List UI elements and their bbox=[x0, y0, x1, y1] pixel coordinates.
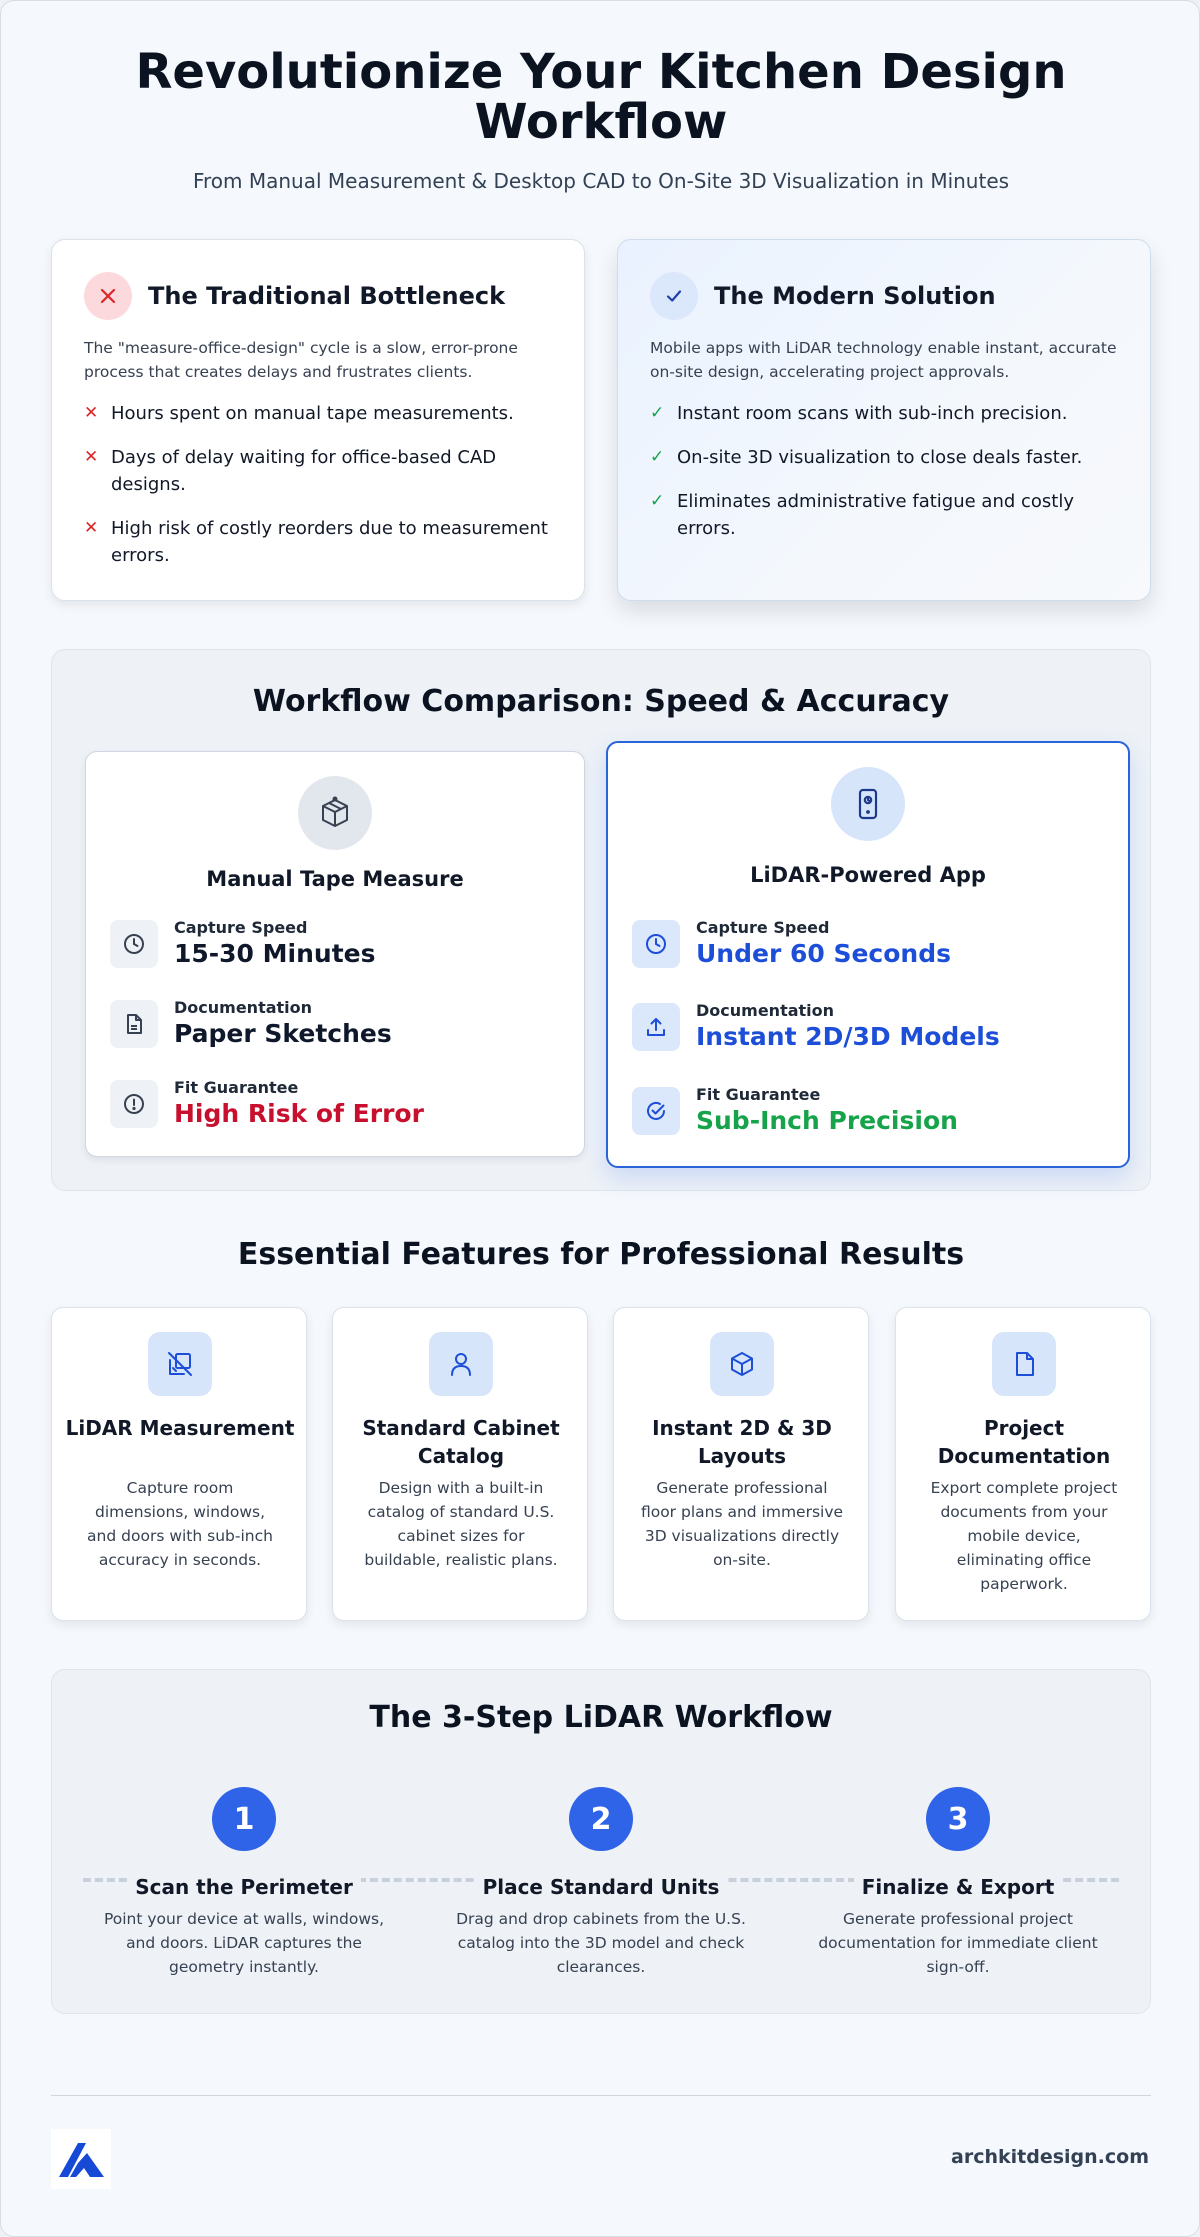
user-icon bbox=[429, 1332, 493, 1396]
comparison-panel bbox=[51, 649, 1151, 1191]
step-number: 3 bbox=[926, 1787, 990, 1851]
phone-scan-icon bbox=[831, 767, 905, 841]
step-description: Generate professional project documentation for immediate client sign-off. bbox=[818, 1910, 1098, 1976]
list-item: ✕ Hours spent on manual tape measurements. bbox=[84, 400, 559, 427]
manual-metric-fit: Fit Guarantee High Risk of Error bbox=[110, 1080, 424, 1128]
measure-icon bbox=[148, 1332, 212, 1396]
check-mark-icon: ✓ bbox=[650, 403, 665, 423]
list-item: ✓ Instant room scans with sub-inch precision. bbox=[650, 400, 1125, 427]
problem-description: The "measure-office-design" cycle is a slow, error-prone process that creates delays and frustrates clients. bbox=[84, 339, 518, 381]
box-icon bbox=[298, 776, 372, 850]
check-mark-icon: ✓ bbox=[650, 447, 665, 467]
problem-title: The Traditional Bottleneck bbox=[148, 282, 506, 310]
step-title: Scan the Perimeter bbox=[127, 1875, 361, 1899]
document-icon bbox=[110, 1000, 158, 1048]
solution-list bbox=[650, 400, 1125, 559]
features-title: Essential Features for Professional Results bbox=[237, 1237, 965, 1272]
feature-card-lidar: LiDAR Measurement Capture room dimensions, windows, and doors with sub-inch accuracy in seconds. bbox=[51, 1307, 307, 1621]
clock-icon bbox=[632, 920, 680, 968]
lidar-card bbox=[606, 741, 1130, 1168]
list-item: ✓ Eliminates administrative fatigue and costly errors. bbox=[650, 488, 1125, 542]
step-number: 2 bbox=[569, 1787, 633, 1851]
feature-card-layouts: Instant 2D & 3D Layouts Generate professional floor plans and immersive 3D visualizations directly on-site. bbox=[613, 1307, 869, 1621]
lidar-title: LiDAR-Powered App bbox=[750, 863, 986, 887]
check-mark-icon: ✓ bbox=[650, 491, 665, 511]
step-title: Place Standard Units bbox=[475, 1875, 728, 1899]
problem-list bbox=[84, 400, 559, 586]
manual-metric-speed: Capture Speed 15-30 Minutes bbox=[110, 920, 376, 968]
lidar-metric-fit: Fit Guarantee Sub-Inch Precision bbox=[632, 1087, 958, 1135]
workflow-step-2 bbox=[436, 1787, 766, 1979]
step-number: 1 bbox=[212, 1787, 276, 1851]
feature-card-catalog: Standard Cabinet Catalog Design with a built-in catalog of standard U.S. cabinet sizes for buildable, realistic plans. bbox=[332, 1307, 588, 1621]
solution-card bbox=[617, 239, 1151, 601]
archkit-logo-icon[interactable] bbox=[51, 2129, 111, 2189]
alert-icon bbox=[110, 1080, 158, 1128]
x-mark-icon: ✕ bbox=[84, 447, 99, 467]
close-icon bbox=[84, 272, 132, 320]
x-mark-icon: ✕ bbox=[84, 403, 99, 423]
feature-card-docs: Project Documentation Export complete project documents from your mobile device, eliminating office paperwork. bbox=[895, 1307, 1151, 1621]
check-icon bbox=[650, 272, 698, 320]
list-item: ✕ High risk of costly reorders due to measurement errors. bbox=[84, 515, 559, 569]
upload-icon bbox=[632, 1003, 680, 1051]
step-description: Drag and drop cabinets from the U.S. catalog into the 3D model and check clearances. bbox=[456, 1910, 746, 1976]
workflow-step-3 bbox=[793, 1787, 1123, 1979]
manual-metric-docs: Documentation Paper Sketches bbox=[110, 1000, 392, 1048]
hero bbox=[1, 44, 1200, 193]
workflow-title: The 3-Step LiDAR Workflow bbox=[369, 1700, 833, 1735]
step-description: Point your device at walls, windows, and doors. LiDAR captures the geometry instantly. bbox=[103, 1910, 385, 1976]
file-icon bbox=[992, 1332, 1056, 1396]
step-title: Finalize & Export bbox=[854, 1875, 1063, 1899]
problem-card bbox=[51, 239, 585, 601]
footer-site-link[interactable]: archkitdesign.com bbox=[951, 2146, 1149, 2168]
footer-divider bbox=[51, 2095, 1151, 2096]
solution-description: Mobile apps with LiDAR technology enable instant, accurate on-site design, accelerating project approvals. bbox=[650, 339, 1117, 381]
comparison-title: Workflow Comparison: Speed & Accuracy bbox=[252, 684, 950, 719]
cube-icon bbox=[710, 1332, 774, 1396]
check-circle-icon bbox=[632, 1087, 680, 1135]
list-item: ✕ Days of delay waiting for office-based CAD designs. bbox=[84, 444, 559, 498]
lidar-metric-speed: Capture Speed Under 60 Seconds bbox=[632, 920, 951, 968]
manual-card bbox=[85, 751, 585, 1157]
clock-icon bbox=[110, 920, 158, 968]
page-title: Revolutionize Your Kitchen Design Workflow bbox=[135, 44, 1067, 150]
solution-title: The Modern Solution bbox=[714, 282, 996, 310]
workflow-step-1 bbox=[79, 1787, 409, 1979]
list-item: ✓ On-site 3D visualization to close deals faster. bbox=[650, 444, 1125, 471]
lidar-metric-docs: Documentation Instant 2D/3D Models bbox=[632, 1003, 1000, 1051]
manual-title: Manual Tape Measure bbox=[206, 867, 464, 891]
x-mark-icon: ✕ bbox=[84, 518, 99, 538]
page-subtitle: From Manual Measurement & Desktop CAD to On-Site 3D Visualization in Minutes bbox=[192, 169, 1010, 193]
